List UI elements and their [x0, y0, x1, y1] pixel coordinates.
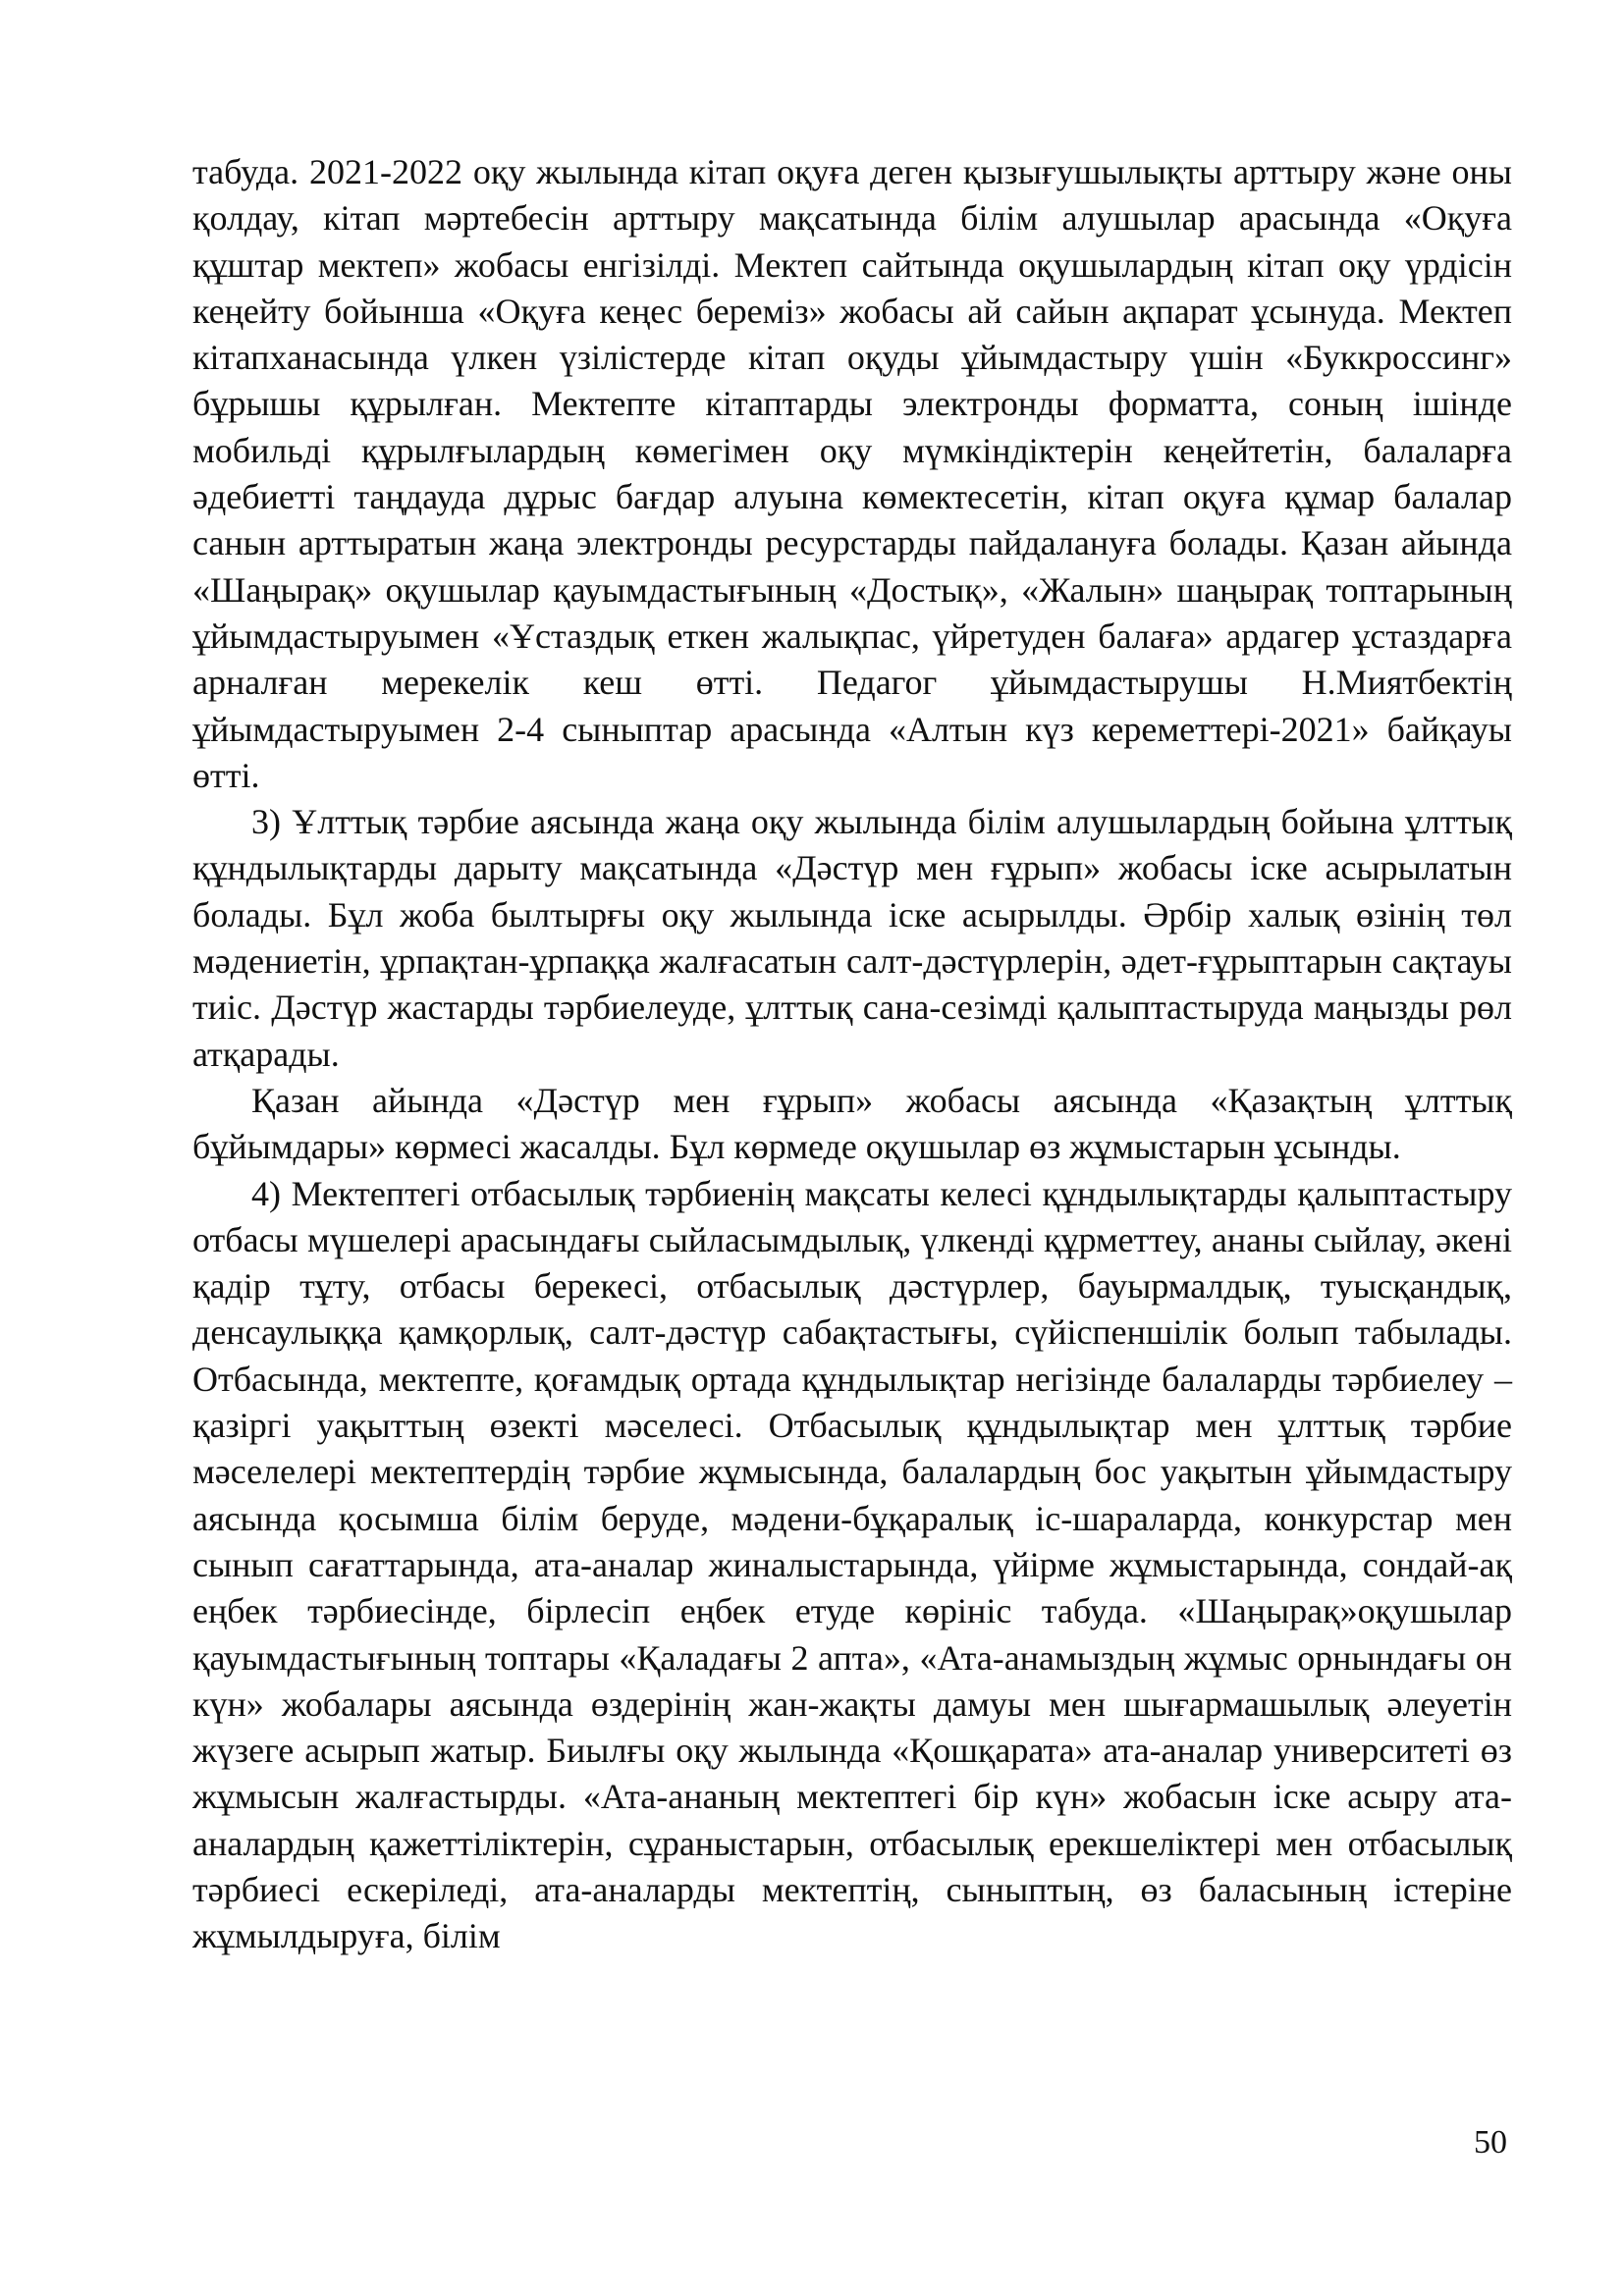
document-body — [192, 149, 1512, 1960]
paragraph-continuation: табуда. 2021-2022 оқу жылында кітап оқуға деген қызығушылықты арттыру және оны қолдау, кітап мәртебесін арттыру мақсатында білім алушылар арасында «Оқуға құштар мектеп» жобасы енгізілді. Мектеп сайтында оқушылардың кітап оқу үрдісін кеңейту бойынша «Оқуға кеңес береміз» жобасы ай сайын ақпарат ұсынуда. Мектеп кітапханасында үлкен үзілістерде кітап оқуды ұйымдастыру үшін «Буккроссинг» бұрышы құрылған. Мектепте кітаптарды электронды форматта, соның ішінде мобильді құрылғылардың көмегімен оқу мүмкіндіктерін кеңейтетін, балаларға әдебиетті таңдауда дұрыс бағдар алуына көмектесетін, кітап оқуға құмар балалар санын арттыратын жаңа электронды ресурстарды пайдалануға болады. Қазан айында «Шаңырақ» оқушылар қауымдастығының «Достық», «Жалын» шаңырақ топтарының ұйымдастыруымен «Ұстаздық еткен жалықпас, үйретуден балаға» ардагер ұстаздарға арналған мерекелік кеш өтті. Педагог ұйымдастырушы Н.Миятбектің ұйымдастыруымен 2-4 сыныптар арасында «Алтын күз кереметтері-2021» байқауы өтті. — [192, 152, 1512, 795]
paragraph-exhibition: Қазан айында «Дәстүр мен ғұрып» жобасы аясында «Қазақтың ұлттық бұйымдары» көрмесі жасалды. Бұл көрмеде оқушылар өз жұмыстарын ұсынды. — [192, 1080, 1512, 1167]
page-number: 50 — [1474, 2124, 1507, 2161]
paragraph-family-education: 4) Мектептегі отбасылық тәрбиенің мақсаты келесі құндылықтарды қалыптастыру отбасы мүшелері арасындағы сыйласымдылық, үлкенді құрметтеу, ананы сыйлау, әкені қадір тұту, отбасы берекесі, отбасылық дәстүрлер, бауырмалдық, туысқандық, денсаулыққа қамқорлық, салт-дәстүр сабақтастығы, сүйіспеншілік болып табылады. Отбасында, мектепте, қоғамдық ортада құндылықтар негізінде балаларды тәрбиелеу – қазіргі уақыттың өзекті мәселесі. Отбасылық құндылықтар мен ұлттық тәрбие мәселелері мектептердің тәрбие жұмысында, балалардың бос уақытын ұйымдастыру аясында қосымша білім беруде, мәдени-бұқаралық іс-шараларда, конкурстар мен сынып сағаттарында, ата-аналар жиналыстарында, үйірме жұмыстарында, сондай-ақ еңбек тәрбиесінде, бірлесіп еңбек етуде көрініс табуда. «Шаңырақ»оқушылар қауымдастығының топтары «Қаладағы 2 апта», «Ата-анамыздың жұмыс орнындағы он күн» жобалары аясында өздерінің жан-жақты дамуы мен шығармашылық әлеуетін жүзеге асырып жатыр. Биылғы оқу жылында «Қошқарата» ата-аналар университеті өз жұмысын жалғастырды. «Ата-ананың мектептегі бір күн» жобасын іске асыру ата-аналардың қажеттіліктерін, сұраныстарын, отбасылық ерекшеліктері мен отбасылық тәрбиесі ескеріледі, ата-аналарды мектептің, сыныптың, өз баласының істеріне жұмылдыруға, білім — [192, 1173, 1512, 1956]
paragraph-national-education: 3) Ұлттық тәрбие аясында жаңа оқу жылында білім алушылардың бойына ұлттық құндылықтарды дарыту мақсатында «Дәстүр мен ғұрып» жобасы іске асырылатын болады. Бұл жоба былтырғы оқу жылында іске асырылды. Әрбір халық өзінің төл мәдениетін, ұрпақтан-ұрпаққа жалғасатын салт-дәстүрлерін, әдет-ғұрыптарын сақтауы тиіс. Дәстүр жастарды тәрбиелеуде, ұлттық сана-сезімді қалыптастыруда маңызды рөл атқарады. — [192, 802, 1512, 1074]
